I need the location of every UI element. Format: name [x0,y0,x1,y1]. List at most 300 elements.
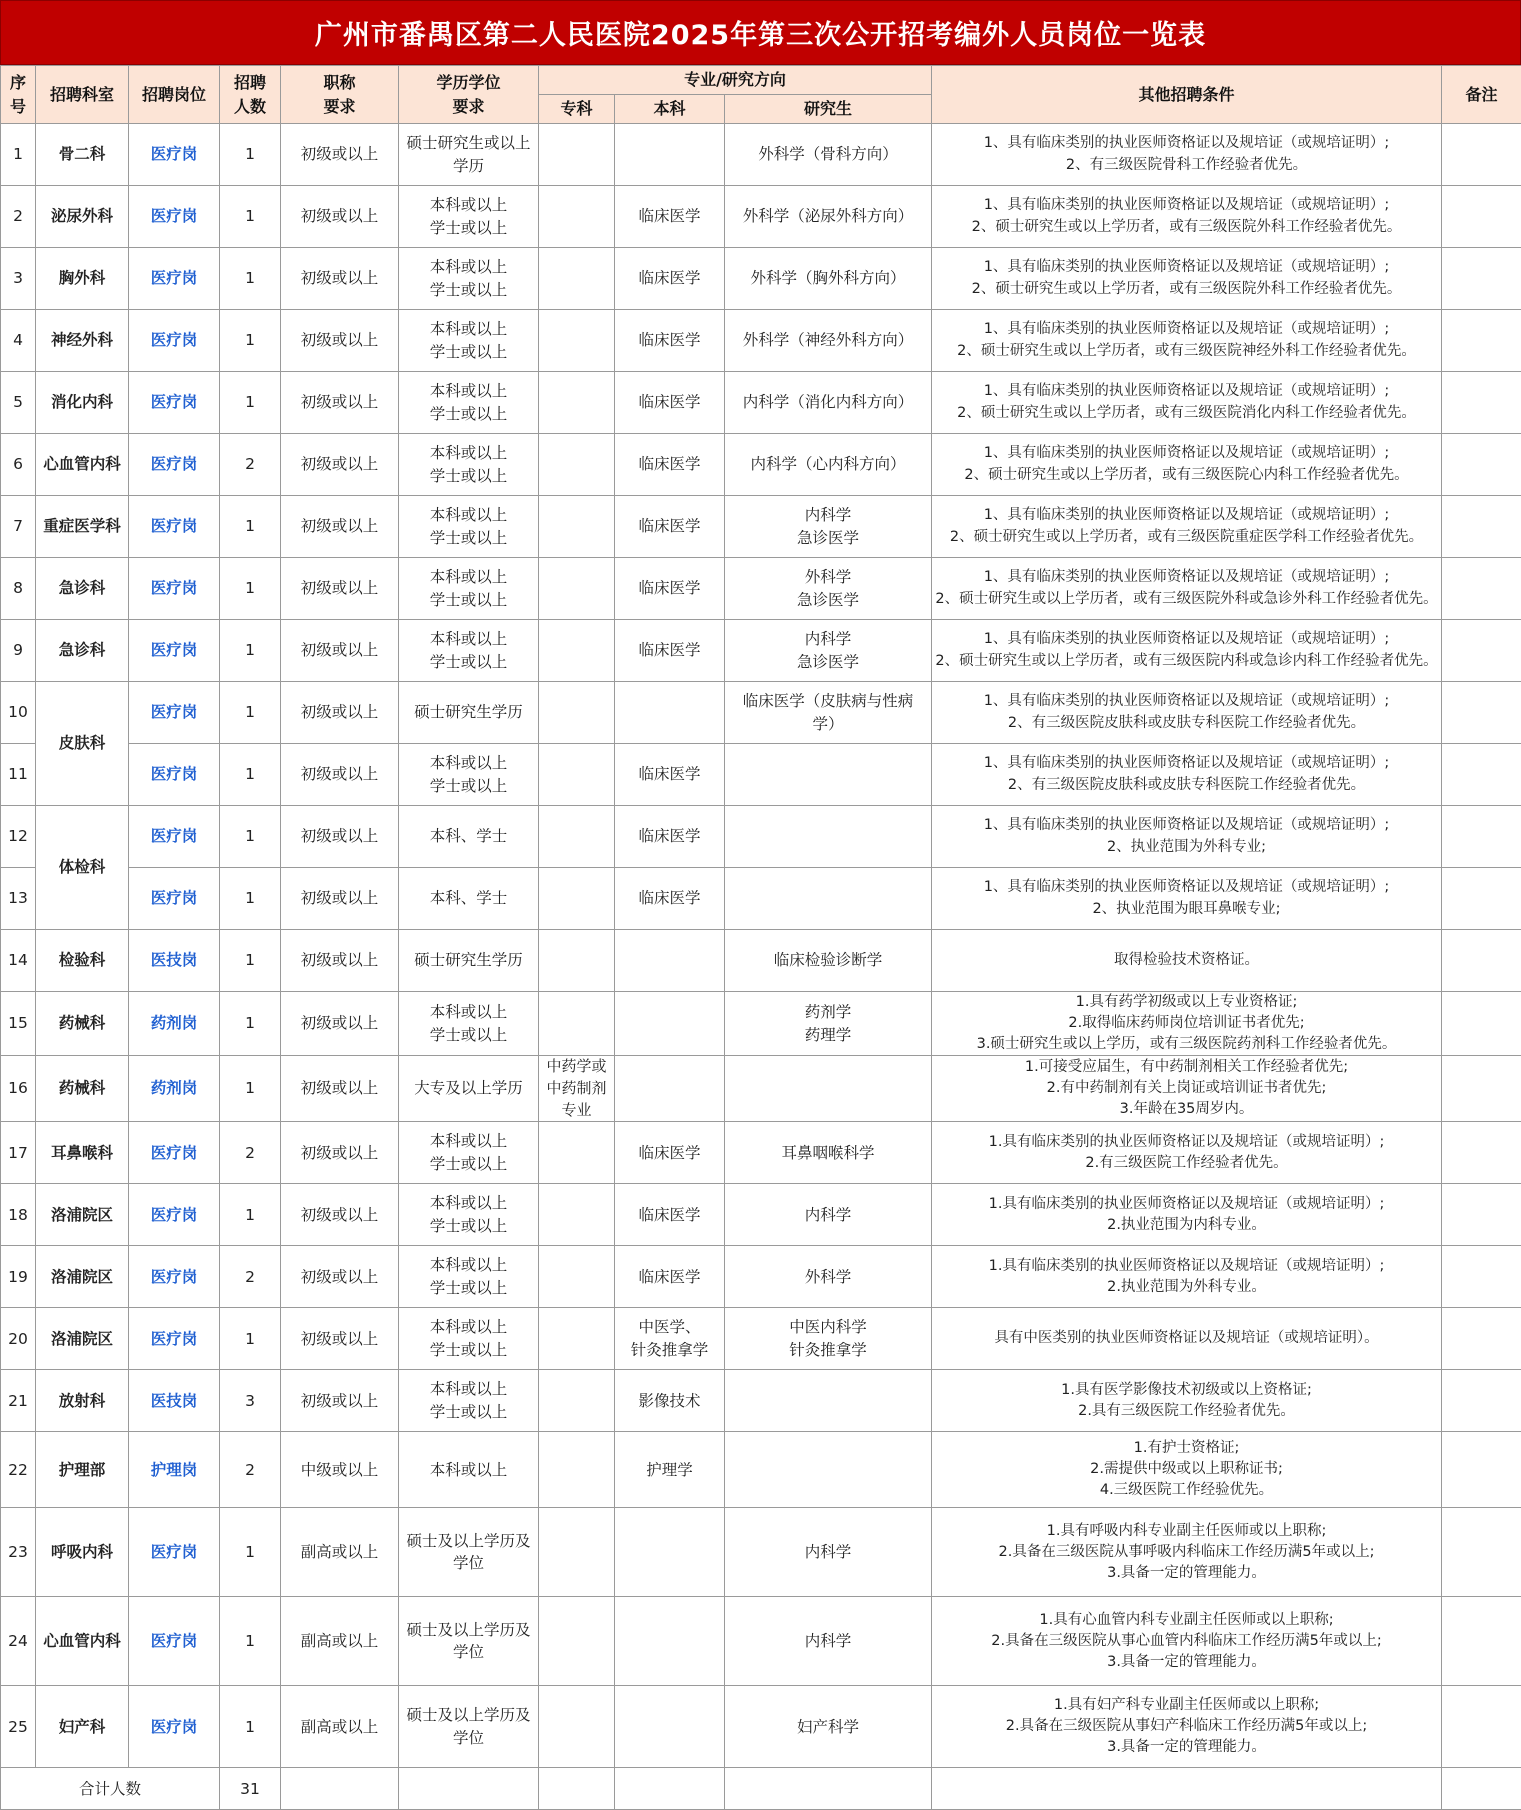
row-number: 16 [1,1056,36,1122]
degree-cell: 本科或以上 [399,1432,539,1508]
degree-cell: 大专及以上学历 [399,1056,539,1122]
degree-cell: 硕士研究生或以上 学历 [399,124,539,186]
headcount-cell: 2 [220,1122,281,1184]
remark-cell [1442,1308,1521,1370]
conditions-cell: 1、具有临床类别的执业医师资格证以及规培证（或规培证明）; 2、有三级医院皮肤科或皮肤专科医院工作经验者优先。 [932,682,1442,744]
remark-cell [1442,1432,1521,1508]
yanjiusheng-cell: 外科学 [725,1246,932,1308]
yanjiusheng-cell: 内科学（心内科方向） [725,434,932,496]
yanjiusheng-cell: 外科学 急诊医学 [725,558,932,620]
row-number: 4 [1,310,36,372]
zhuanke-cell [539,1432,615,1508]
table-row [1,620,1521,682]
header-count: 招聘 人数 [220,66,281,124]
table-footer [1,1768,1521,1810]
zhuanke-cell [539,1246,615,1308]
benke-cell: 临床医学 [615,310,725,372]
zhuanke-cell: 中药学或 中药制剂 专业 [539,1056,615,1122]
degree-cell: 硕士研究生学历 [399,930,539,992]
position-cell: 医疗岗 [129,1246,220,1308]
benke-cell: 护理学 [615,1432,725,1508]
headcount-cell: 1 [220,620,281,682]
conditions-cell: 1、具有临床类别的执业医师资格证以及规培证（或规培证明）; 2、执业范围为外科专业; [932,806,1442,868]
zhuanke-cell [539,310,615,372]
dept-cell: 药械科 [36,1056,129,1122]
title-req-cell: 初级或以上 [281,1184,399,1246]
title-req-cell: 初级或以上 [281,496,399,558]
dept-cell: 洛浦院区 [36,1308,129,1370]
degree-cell: 本科或以上 学士或以上 [399,1122,539,1184]
header-title-req: 职称 要求 [281,66,399,124]
row-number: 15 [1,992,36,1056]
dept-cell: 重症医学科 [36,496,129,558]
degree-cell: 本科或以上 学士或以上 [399,992,539,1056]
zhuanke-cell [539,248,615,310]
degree-cell: 本科、学士 [399,868,539,930]
position-cell: 医技岗 [129,930,220,992]
table-row [1,1508,1521,1597]
table-row [1,1370,1521,1432]
dept-cell: 检验科 [36,930,129,992]
row-number: 13 [1,868,36,930]
header-major-group: 专业/研究方向 [539,66,932,95]
benke-cell: 临床医学 [615,372,725,434]
degree-cell: 本科或以上 学士或以上 [399,1246,539,1308]
zhuanke-cell [539,868,615,930]
conditions-cell: 1.具有心血管内科专业副主任医师或以上职称; 2.具备在三级医院从事心血管内科临床工作经历满5年或以上; 3.具备一定的管理能力。 [932,1597,1442,1686]
yanjiusheng-cell: 内科学 [725,1597,932,1686]
remark-cell [1442,620,1521,682]
title-req-cell: 副高或以上 [281,1597,399,1686]
benke-cell [615,930,725,992]
row-number: 9 [1,620,36,682]
degree-cell: 本科或以上 学士或以上 [399,248,539,310]
degree-cell: 本科或以上 学士或以上 [399,558,539,620]
conditions-cell: 具有中医类别的执业医师资格证以及规培证（或规培证明）。 [932,1308,1442,1370]
conditions-cell: 1、具有临床类别的执业医师资格证以及规培证（或规培证明）; 2、有三级医院皮肤科或皮肤专科医院工作经验者优先。 [932,744,1442,806]
conditions-cell: 1、具有临床类别的执业医师资格证以及规培证（或规培证明）; 2、硕士研究生或以上学历者，或有三级医院心内科工作经验者优先。 [932,434,1442,496]
benke-cell: 临床医学 [615,868,725,930]
row-number: 6 [1,434,36,496]
title-req-cell: 初级或以上 [281,992,399,1056]
remark-cell [1442,496,1521,558]
yanjiusheng-cell [725,1432,932,1508]
table-row [1,1184,1521,1246]
yanjiusheng-cell: 中医内科学 针灸推拿学 [725,1308,932,1370]
headcount-cell: 1 [220,806,281,868]
position-cell: 医疗岗 [129,248,220,310]
position-cell: 医疗岗 [129,1308,220,1370]
title-req-cell: 初级或以上 [281,434,399,496]
zhuanke-cell [539,682,615,744]
position-cell: 药剂岗 [129,1056,220,1122]
zhuanke-cell [539,1184,615,1246]
remark-cell [1442,186,1521,248]
conditions-cell: 1.具有妇产科专业副主任医师或以上职称; 2.具备在三级医院从事妇产科临床工作经历满5年或以上; 3.具备一定的管理能力。 [932,1686,1442,1768]
header-degree: 学历学位 要求 [399,66,539,124]
degree-cell: 本科或以上 学士或以上 [399,434,539,496]
dept-cell: 骨二科 [36,124,129,186]
title-req-cell: 初级或以上 [281,868,399,930]
yanjiusheng-cell: 耳鼻咽喉科学 [725,1122,932,1184]
position-cell: 医疗岗 [129,682,220,744]
row-number: 12 [1,806,36,868]
remark-cell [1442,372,1521,434]
table-row [1,1686,1521,1768]
headcount-cell: 1 [220,1686,281,1768]
row-number: 18 [1,1184,36,1246]
title-req-cell: 初级或以上 [281,372,399,434]
headcount-cell: 2 [220,1432,281,1508]
position-cell: 医疗岗 [129,806,220,868]
remark-cell [1442,558,1521,620]
headcount-cell: 1 [220,124,281,186]
yanjiusheng-cell: 内科学 [725,1184,932,1246]
degree-cell: 硕士及以上学历及 学位 [399,1686,539,1768]
yanjiusheng-cell: 妇产科学 [725,1686,932,1768]
benke-cell [615,682,725,744]
conditions-cell: 1.具有临床类别的执业医师资格证以及规培证（或规培证明）; 2.执业范围为内科专业。 [932,1184,1442,1246]
remark-cell [1442,744,1521,806]
benke-cell: 中医学、 针灸推拿学 [615,1308,725,1370]
yanjiusheng-cell: 外科学（泌尿外科方向） [725,186,932,248]
table-row [1,1308,1521,1370]
dept-cell: 心血管内科 [36,434,129,496]
dept-cell: 妇产科 [36,1686,129,1768]
position-cell: 医疗岗 [129,1184,220,1246]
row-number: 20 [1,1308,36,1370]
yanjiusheng-cell: 内科学 急诊医学 [725,496,932,558]
title-req-cell: 副高或以上 [281,1508,399,1597]
degree-cell: 本科或以上 学士或以上 [399,496,539,558]
position-cell: 医疗岗 [129,310,220,372]
dept-cell: 放射科 [36,1370,129,1432]
zhuanke-cell [539,744,615,806]
remark-cell [1442,1686,1521,1768]
degree-cell: 本科、学士 [399,806,539,868]
row-number: 24 [1,1597,36,1686]
title-req-cell: 初级或以上 [281,620,399,682]
total-count: 31 [220,1768,281,1810]
yanjiusheng-cell [725,868,932,930]
zhuanke-cell [539,806,615,868]
row-number: 19 [1,1246,36,1308]
dept-cell: 皮肤科 [36,682,129,806]
zhuanke-cell [539,1686,615,1768]
benke-cell: 临床医学 [615,744,725,806]
remark-cell [1442,992,1521,1056]
table-row [1,744,1521,806]
row-number: 22 [1,1432,36,1508]
row-number: 23 [1,1508,36,1597]
conditions-cell: 1.具有医学影像技术初级或以上资格证; 2.具有三级医院工作经验者优先。 [932,1370,1442,1432]
title-req-cell: 初级或以上 [281,124,399,186]
headcount-cell: 1 [220,1308,281,1370]
benke-cell: 临床医学 [615,558,725,620]
position-cell: 医疗岗 [129,1597,220,1686]
table-row [1,496,1521,558]
title-req-cell: 初级或以上 [281,744,399,806]
benke-cell: 临床医学 [615,1246,725,1308]
conditions-cell: 1、具有临床类别的执业医师资格证以及规培证（或规培证明）; 2、有三级医院骨科工作经验者优先。 [932,124,1442,186]
table-body [1,124,1521,1768]
dept-cell: 耳鼻喉科 [36,1122,129,1184]
dept-cell: 急诊科 [36,558,129,620]
remark-cell [1442,930,1521,992]
zhuanke-cell [539,1122,615,1184]
title-req-cell: 初级或以上 [281,1246,399,1308]
degree-cell: 硕士及以上学历及 学位 [399,1508,539,1597]
row-number: 25 [1,1686,36,1768]
degree-cell: 本科或以上 学士或以上 [399,372,539,434]
conditions-cell: 取得检验技术资格证。 [932,930,1442,992]
table-row [1,186,1521,248]
degree-cell: 本科或以上 学士或以上 [399,310,539,372]
degree-cell: 硕士研究生学历 [399,682,539,744]
conditions-cell: 1.具有临床类别的执业医师资格证以及规培证（或规培证明）; 2.有三级医院工作经验者优先。 [932,1122,1442,1184]
table-row [1,434,1521,496]
header-other: 其他招聘条件 [932,66,1442,124]
conditions-cell: 1、具有临床类别的执业医师资格证以及规培证（或规培证明）; 2、硕士研究生或以上学历者，或有三级医院神经外科工作经验者优先。 [932,310,1442,372]
headcount-cell: 1 [220,496,281,558]
title-req-cell: 初级或以上 [281,186,399,248]
position-cell: 医疗岗 [129,372,220,434]
benke-cell: 临床医学 [615,806,725,868]
headcount-cell: 1 [220,930,281,992]
position-cell: 医疗岗 [129,496,220,558]
row-number: 5 [1,372,36,434]
dept-cell: 消化内科 [36,372,129,434]
dept-cell: 体检科 [36,806,129,930]
title-req-cell: 初级或以上 [281,558,399,620]
conditions-cell: 1、具有临床类别的执业医师资格证以及规培证（或规培证明）; 2、硕士研究生或以上学历者，或有三级医院重症医学科工作经验者优先。 [932,496,1442,558]
dept-cell: 神经外科 [36,310,129,372]
benke-cell: 临床医学 [615,620,725,682]
zhuanke-cell [539,1308,615,1370]
row-number: 7 [1,496,36,558]
degree-cell: 本科或以上 学士或以上 [399,620,539,682]
benke-cell: 临床医学 [615,496,725,558]
zhuanke-cell [539,930,615,992]
header-benke: 本科 [615,95,725,124]
benke-cell [615,124,725,186]
benke-cell: 临床医学 [615,1184,725,1246]
table-row [1,682,1521,744]
position-cell: 医疗岗 [129,1122,220,1184]
conditions-cell: 1、具有临床类别的执业医师资格证以及规培证（或规培证明）; 2、硕士研究生或以上学历者，或有三级医院内科或急诊内科工作经验者优先。 [932,620,1442,682]
title-req-cell: 初级或以上 [281,248,399,310]
yanjiusheng-cell: 临床检验诊断学 [725,930,932,992]
benke-cell: 临床医学 [615,434,725,496]
dept-cell: 胸外科 [36,248,129,310]
headcount-cell: 1 [220,558,281,620]
benke-cell [615,1686,725,1768]
zhuanke-cell [539,1597,615,1686]
table-row [1,310,1521,372]
row-number: 1 [1,124,36,186]
benke-cell: 临床医学 [615,1122,725,1184]
headcount-cell: 1 [220,868,281,930]
header-remark: 备注 [1442,66,1521,124]
title-req-cell: 初级或以上 [281,806,399,868]
table-header [1,66,1521,124]
benke-cell: 临床医学 [615,186,725,248]
yanjiusheng-cell: 内科学（消化内科方向） [725,372,932,434]
row-number: 8 [1,558,36,620]
conditions-cell: 1、具有临床类别的执业医师资格证以及规培证（或规培证明）; 2、硕士研究生或以上学历者，或有三级医院外科或急诊外科工作经验者优先。 [932,558,1442,620]
table-row [1,1122,1521,1184]
title-req-cell: 初级或以上 [281,1308,399,1370]
degree-cell: 硕士及以上学历及 学位 [399,1597,539,1686]
position-cell: 药剂岗 [129,992,220,1056]
remark-cell [1442,248,1521,310]
headcount-cell: 1 [220,248,281,310]
row-number: 21 [1,1370,36,1432]
table-row [1,806,1521,868]
table-row [1,1246,1521,1308]
benke-cell [615,1056,725,1122]
conditions-cell: 1.具有药学初级或以上专业资格证; 2.取得临床药师岗位培训证书者优先; 3.硕士研究生或以上学历，或有三级医院药剂科工作经验者优先。 [932,992,1442,1056]
headcount-cell: 1 [220,1056,281,1122]
yanjiusheng-cell [725,1056,932,1122]
position-cell: 医疗岗 [129,620,220,682]
title-req-cell: 初级或以上 [281,1056,399,1122]
benke-cell [615,1597,725,1686]
header-position: 招聘岗位 [129,66,220,124]
table-row [1,1597,1521,1686]
dept-cell: 急诊科 [36,620,129,682]
dept-cell: 护理部 [36,1432,129,1508]
headcount-cell: 1 [220,682,281,744]
remark-cell [1442,1370,1521,1432]
position-cell: 医疗岗 [129,124,220,186]
headcount-cell: 2 [220,1246,281,1308]
header-seq: 序 号 [1,66,36,124]
conditions-cell: 1、具有临床类别的执业医师资格证以及规培证（或规培证明）; 2、硕士研究生或以上学历者，或有三级医院外科工作经验者优先。 [932,248,1442,310]
zhuanke-cell [539,620,615,682]
table-row [1,248,1521,310]
degree-cell: 本科或以上 学士或以上 [399,1370,539,1432]
position-cell: 医疗岗 [129,434,220,496]
headcount-cell: 1 [220,1508,281,1597]
title-req-cell: 初级或以上 [281,1122,399,1184]
benke-cell [615,1508,725,1597]
conditions-cell: 1.可接受应届生，有中药制剂相关工作经验者优先; 2.有中药制剂有关上岗证或培训证书者优先; 3.年龄在35周岁内。 [932,1056,1442,1122]
table-row [1,124,1521,186]
yanjiusheng-cell [725,744,932,806]
headcount-cell: 1 [220,372,281,434]
yanjiusheng-cell: 外科学（骨科方向） [725,124,932,186]
zhuanke-cell [539,558,615,620]
row-number: 14 [1,930,36,992]
yanjiusheng-cell: 外科学（神经外科方向） [725,310,932,372]
headcount-cell: 1 [220,1597,281,1686]
remark-cell [1442,682,1521,744]
remark-cell [1442,1056,1521,1122]
header-zhuanke: 专科 [539,95,615,124]
zhuanke-cell [539,1370,615,1432]
zhuanke-cell [539,992,615,1056]
position-cell: 医疗岗 [129,186,220,248]
header-dept: 招聘科室 [36,66,129,124]
conditions-cell: 1.有护士资格证; 2.需提供中级或以上职称证书; 4.三级医院工作经验优先。 [932,1432,1442,1508]
remark-cell [1442,434,1521,496]
benke-cell: 影像技术 [615,1370,725,1432]
degree-cell: 本科或以上 学士或以上 [399,744,539,806]
total-label: 合计人数 [1,1768,220,1810]
benke-cell [615,992,725,1056]
table-row [1,1056,1521,1122]
yanjiusheng-cell [725,1370,932,1432]
remark-cell [1442,310,1521,372]
benke-cell: 临床医学 [615,248,725,310]
conditions-cell: 1.具有临床类别的执业医师资格证以及规培证（或规培证明）; 2.执业范围为外科专业。 [932,1246,1442,1308]
row-number: 2 [1,186,36,248]
remark-cell [1442,1184,1521,1246]
table-row [1,930,1521,992]
yanjiusheng-cell: 临床医学（皮肤病与性病 学） [725,682,932,744]
remark-cell [1442,1122,1521,1184]
row-number: 11 [1,744,36,806]
headcount-cell: 1 [220,1184,281,1246]
zhuanke-cell [539,372,615,434]
remark-cell [1442,1508,1521,1597]
degree-cell: 本科或以上 学士或以上 [399,1184,539,1246]
position-cell: 医疗岗 [129,1508,220,1597]
degree-cell: 本科或以上 学士或以上 [399,186,539,248]
yanjiusheng-cell [725,806,932,868]
position-cell: 医疗岗 [129,744,220,806]
dept-cell: 泌尿外科 [36,186,129,248]
yanjiusheng-cell: 内科学 急诊医学 [725,620,932,682]
dept-cell: 洛浦院区 [36,1184,129,1246]
remark-cell [1442,806,1521,868]
remark-cell [1442,1246,1521,1308]
position-cell: 医疗岗 [129,868,220,930]
conditions-cell: 1.具有呼吸内科专业副主任医师或以上职称; 2.具备在三级医院从事呼吸内科临床工作经历满5年或以上; 3.具备一定的管理能力。 [932,1508,1442,1597]
table-row [1,372,1521,434]
dept-cell: 心血管内科 [36,1597,129,1686]
zhuanke-cell [539,1508,615,1597]
yanjiusheng-cell: 内科学 [725,1508,932,1597]
row-number: 17 [1,1122,36,1184]
headcount-cell: 1 [220,186,281,248]
zhuanke-cell [539,186,615,248]
position-cell: 医疗岗 [129,1686,220,1768]
title-req-cell: 初级或以上 [281,310,399,372]
degree-cell: 本科或以上 学士或以上 [399,1308,539,1370]
title-req-cell: 中级或以上 [281,1432,399,1508]
header-yanjiusheng: 研究生 [725,95,932,124]
headcount-cell: 1 [220,992,281,1056]
remark-cell [1442,868,1521,930]
title-req-cell: 副高或以上 [281,1686,399,1768]
position-cell: 医技岗 [129,1370,220,1432]
zhuanke-cell [539,496,615,558]
zhuanke-cell [539,124,615,186]
conditions-cell: 1、具有临床类别的执业医师资格证以及规培证（或规培证明）; 2、执业范围为眼耳鼻喉专业; [932,868,1442,930]
table-row [1,992,1521,1056]
table-row [1,1432,1521,1508]
position-cell: 护理岗 [129,1432,220,1508]
dept-cell: 洛浦院区 [36,1246,129,1308]
table-row [1,868,1521,930]
headcount-cell: 1 [220,310,281,372]
conditions-cell: 1、具有临床类别的执业医师资格证以及规培证（或规培证明）; 2、硕士研究生或以上学历者，或有三级医院消化内科工作经验者优先。 [932,372,1442,434]
title-req-cell: 初级或以上 [281,682,399,744]
yanjiusheng-cell: 药剂学 药理学 [725,992,932,1056]
headcount-cell: 1 [220,744,281,806]
